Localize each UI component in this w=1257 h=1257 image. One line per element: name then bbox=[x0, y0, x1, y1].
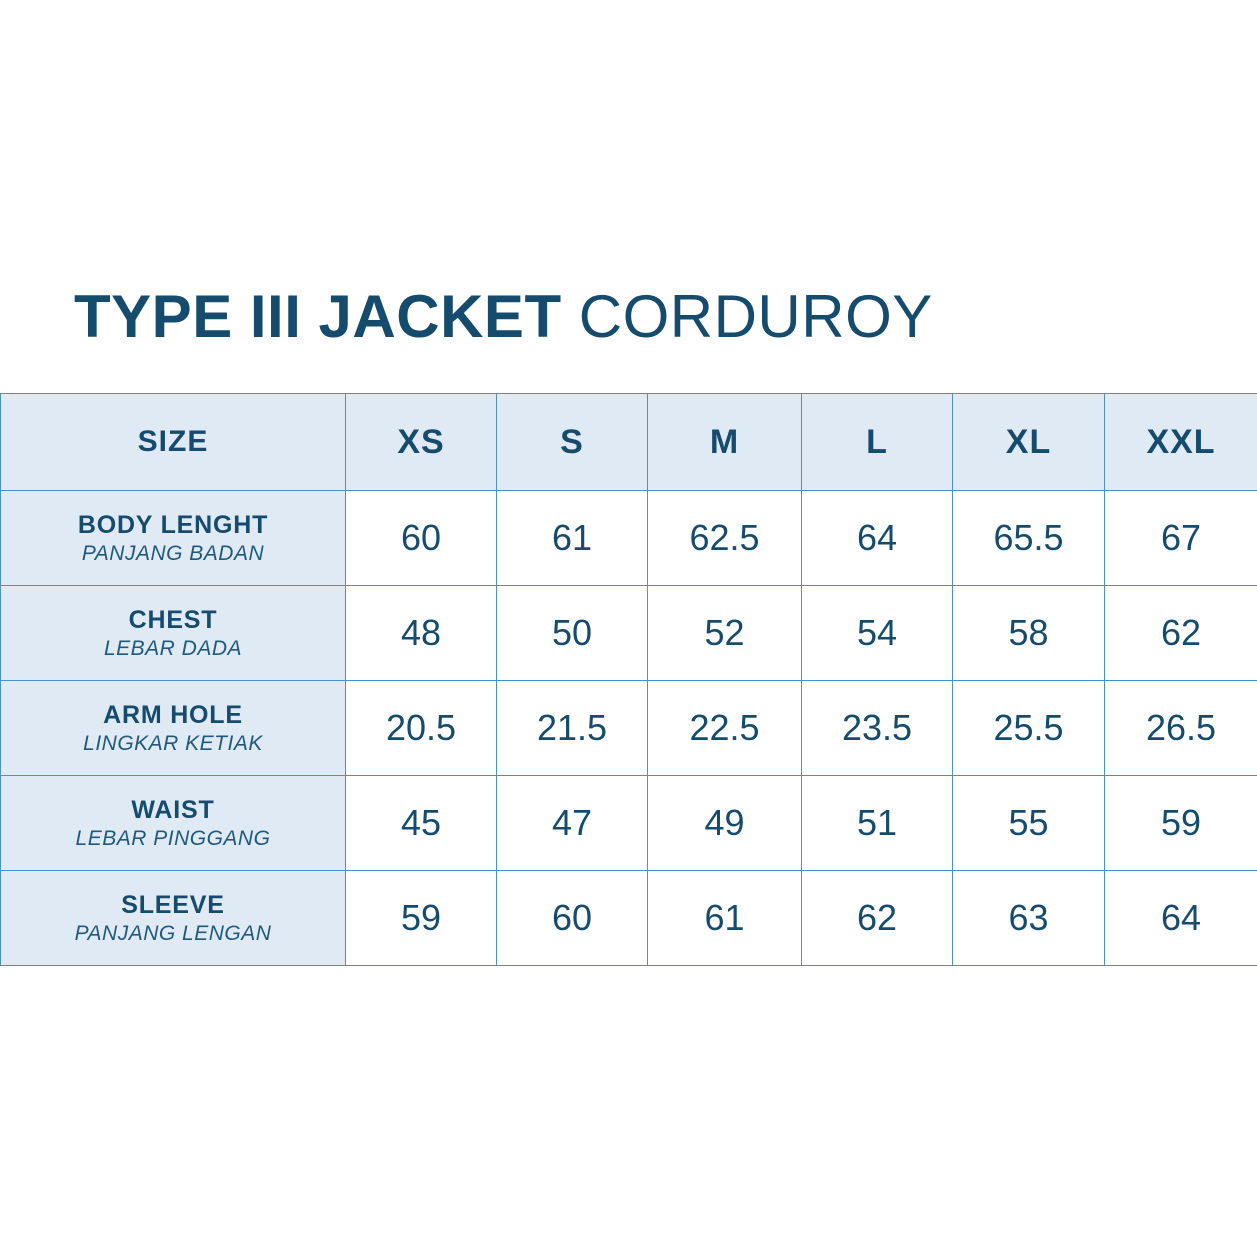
row-label: SLEEVE bbox=[121, 891, 225, 919]
table-cell: 23.5 bbox=[802, 681, 953, 776]
table-cell: 64 bbox=[1105, 871, 1257, 966]
row-sublabel: LEBAR PINGGANG bbox=[75, 827, 271, 850]
row-label-cell bbox=[1, 681, 346, 776]
row-sublabel: PANJANG LENGAN bbox=[74, 922, 272, 945]
table-cell: 62 bbox=[802, 871, 953, 966]
table-cell: 49 bbox=[648, 776, 802, 871]
table-row-waist bbox=[1, 776, 1257, 871]
table-cell: 52 bbox=[648, 586, 802, 681]
title-variant: CORDUROY bbox=[578, 283, 933, 350]
row-sublabel: PANJANG BADAN bbox=[81, 542, 265, 565]
size-xl-header: XL bbox=[953, 394, 1105, 491]
table-row-body-length bbox=[1, 491, 1257, 586]
size-column-header: SIZE bbox=[1, 394, 346, 491]
table-cell: 59 bbox=[1105, 776, 1257, 871]
table-row-chest bbox=[1, 586, 1257, 681]
table-cell: 45 bbox=[346, 776, 497, 871]
table-cell: 65.5 bbox=[953, 491, 1105, 586]
table-cell: 67 bbox=[1105, 491, 1257, 586]
size-xxl-header: XXL bbox=[1105, 394, 1257, 491]
table-cell: 62.5 bbox=[648, 491, 802, 586]
row-label: ARM HOLE bbox=[103, 701, 243, 729]
row-sublabel: LINGKAR KETIAK bbox=[83, 732, 263, 755]
size-l-header: L bbox=[802, 394, 953, 491]
table-cell: 54 bbox=[802, 586, 953, 681]
row-label-cell bbox=[1, 776, 346, 871]
row-label-cell bbox=[1, 586, 346, 681]
size-m-header: M bbox=[648, 394, 802, 491]
table-cell: 62 bbox=[1105, 586, 1257, 681]
table-cell: 60 bbox=[346, 491, 497, 586]
table-cell: 63 bbox=[953, 871, 1105, 966]
row-label-cell bbox=[1, 871, 346, 966]
table-cell: 50 bbox=[497, 586, 648, 681]
table-cell: 21.5 bbox=[497, 681, 648, 776]
table-cell: 55 bbox=[953, 776, 1105, 871]
table-cell: 48 bbox=[346, 586, 497, 681]
table-cell: 64 bbox=[802, 491, 953, 586]
size-header-row bbox=[1, 394, 1257, 491]
table-cell: 61 bbox=[648, 871, 802, 966]
table-cell: 60 bbox=[497, 871, 648, 966]
table-row-sleeve bbox=[1, 871, 1257, 966]
row-label: BODY LENGHT bbox=[77, 511, 269, 539]
row-label: WAIST bbox=[131, 796, 215, 824]
row-label: CHEST bbox=[128, 606, 218, 634]
table-cell: 51 bbox=[802, 776, 953, 871]
table-cell: 59 bbox=[346, 871, 497, 966]
table-cell: 20.5 bbox=[346, 681, 497, 776]
table-cell: 26.5 bbox=[1105, 681, 1257, 776]
page-title bbox=[74, 282, 933, 352]
row-label-cell bbox=[1, 491, 346, 586]
table-cell: 25.5 bbox=[953, 681, 1105, 776]
table-row-arm-hole bbox=[1, 681, 1257, 776]
title-product: TYPE III JACKET bbox=[74, 283, 562, 350]
table-cell: 47 bbox=[497, 776, 648, 871]
row-sublabel: LEBAR DADA bbox=[103, 637, 243, 660]
size-xs-header: XS bbox=[346, 394, 497, 491]
table-cell: 58 bbox=[953, 586, 1105, 681]
size-s-header: S bbox=[497, 394, 648, 491]
table-cell: 22.5 bbox=[648, 681, 802, 776]
size-chart-table bbox=[0, 393, 1257, 966]
table-cell: 61 bbox=[497, 491, 648, 586]
